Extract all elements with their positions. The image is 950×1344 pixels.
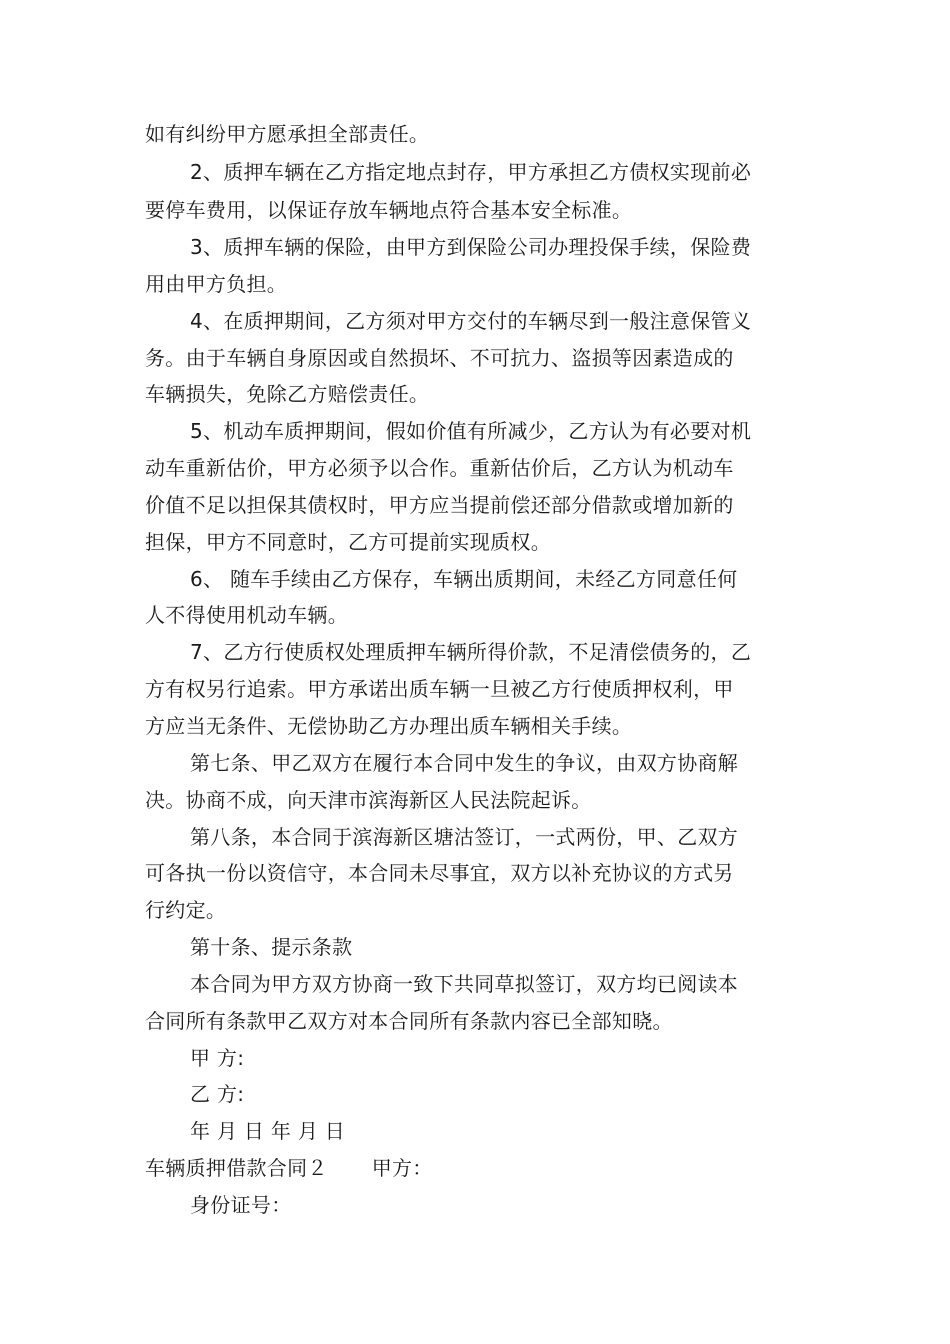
- signature-date: 年 月 日 年 月 日: [190, 1119, 346, 1143]
- text-line: 如有纠纷甲方愿承担全部责任。: [145, 122, 430, 146]
- text-line: 人不得使用机动车辆。: [145, 603, 348, 627]
- text-line: 方有权另行追索。甲方承诺出质车辆一旦被乙方行使质押权利，甲: [145, 677, 734, 701]
- text-line: 第八条，本合同于滨海新区塘沽签订，一式两份，甲、乙双方: [190, 825, 739, 849]
- text-line: 5、机动车质押期间，假如价值有所减少，乙方认为有必要对机: [190, 419, 752, 443]
- text-line: 务。由于车辆自身原因或自然损坏、不可抗力、盗损等因素造成的: [145, 346, 734, 370]
- signature-party-a: 甲 方:: [190, 1046, 245, 1070]
- text-line: 价值不足以担保其债权时，甲方应当提前偿还部分借款或增加新的: [145, 493, 734, 517]
- contract-title: 车辆质押借款合同２: [145, 1156, 328, 1180]
- text-line: 用由甲方负担。: [145, 272, 288, 296]
- text-line: 4、在质押期间，乙方须对甲方交付的车辆尽到一般注意保管义: [190, 309, 752, 333]
- text-line: 车辆损失，免除乙方赔偿责任。: [145, 382, 430, 406]
- id-number-label: 身份证号：: [190, 1193, 292, 1217]
- text-line: 要停车费用，以保证存放车辆地点符合基本安全标准。: [145, 198, 633, 222]
- text-line: 决。协商不成，向天津市滨海新区人民法院起诉。: [145, 788, 592, 812]
- section-heading: 第十条、提示条款: [190, 935, 353, 959]
- signature-party-b: 乙 方:: [190, 1082, 245, 1106]
- text-line: 担保，甲方不同意时，乙方可提前实现质权。: [145, 530, 551, 554]
- text-line: 2、质押车辆在乙方指定地点封存，甲方承担乙方债权实现前必: [190, 160, 752, 184]
- text-line: 本合同为甲方双方协商一致下共同草拟签订，双方均已阅读本: [190, 972, 739, 996]
- text-line: 可各执一份以资信守，本合同未尽事宜，双方以补充协议的方式另: [145, 861, 734, 885]
- text-line: 7、乙方行使质权处理质押车辆所得价款，不足清偿债务的，乙: [190, 640, 752, 664]
- text-line: 3、质押车辆的保险，由甲方到保险公司办理投保手续，保险费: [190, 235, 752, 259]
- text-line: 方应当无条件、无偿协助乙方办理出质车辆相关手续。: [145, 714, 633, 738]
- text-line: 动车重新估价，甲方必须予以合作。重新估价后，乙方认为机动车: [145, 456, 734, 480]
- text-line: 合同所有条款甲乙双方对本合同所有条款内容已全部知晓。: [145, 1009, 673, 1033]
- text-line: 行约定。: [145, 898, 227, 922]
- text-line: 6、 随车手续由乙方保存，车辆出质期间，未经乙方同意任何: [190, 567, 738, 591]
- text-line: 第七条、甲乙双方在履行本合同中发生的争议，由双方协商解: [190, 751, 739, 775]
- party-a-label: 甲方：: [371, 1156, 433, 1180]
- contract-title-line: [145, 1155, 433, 1181]
